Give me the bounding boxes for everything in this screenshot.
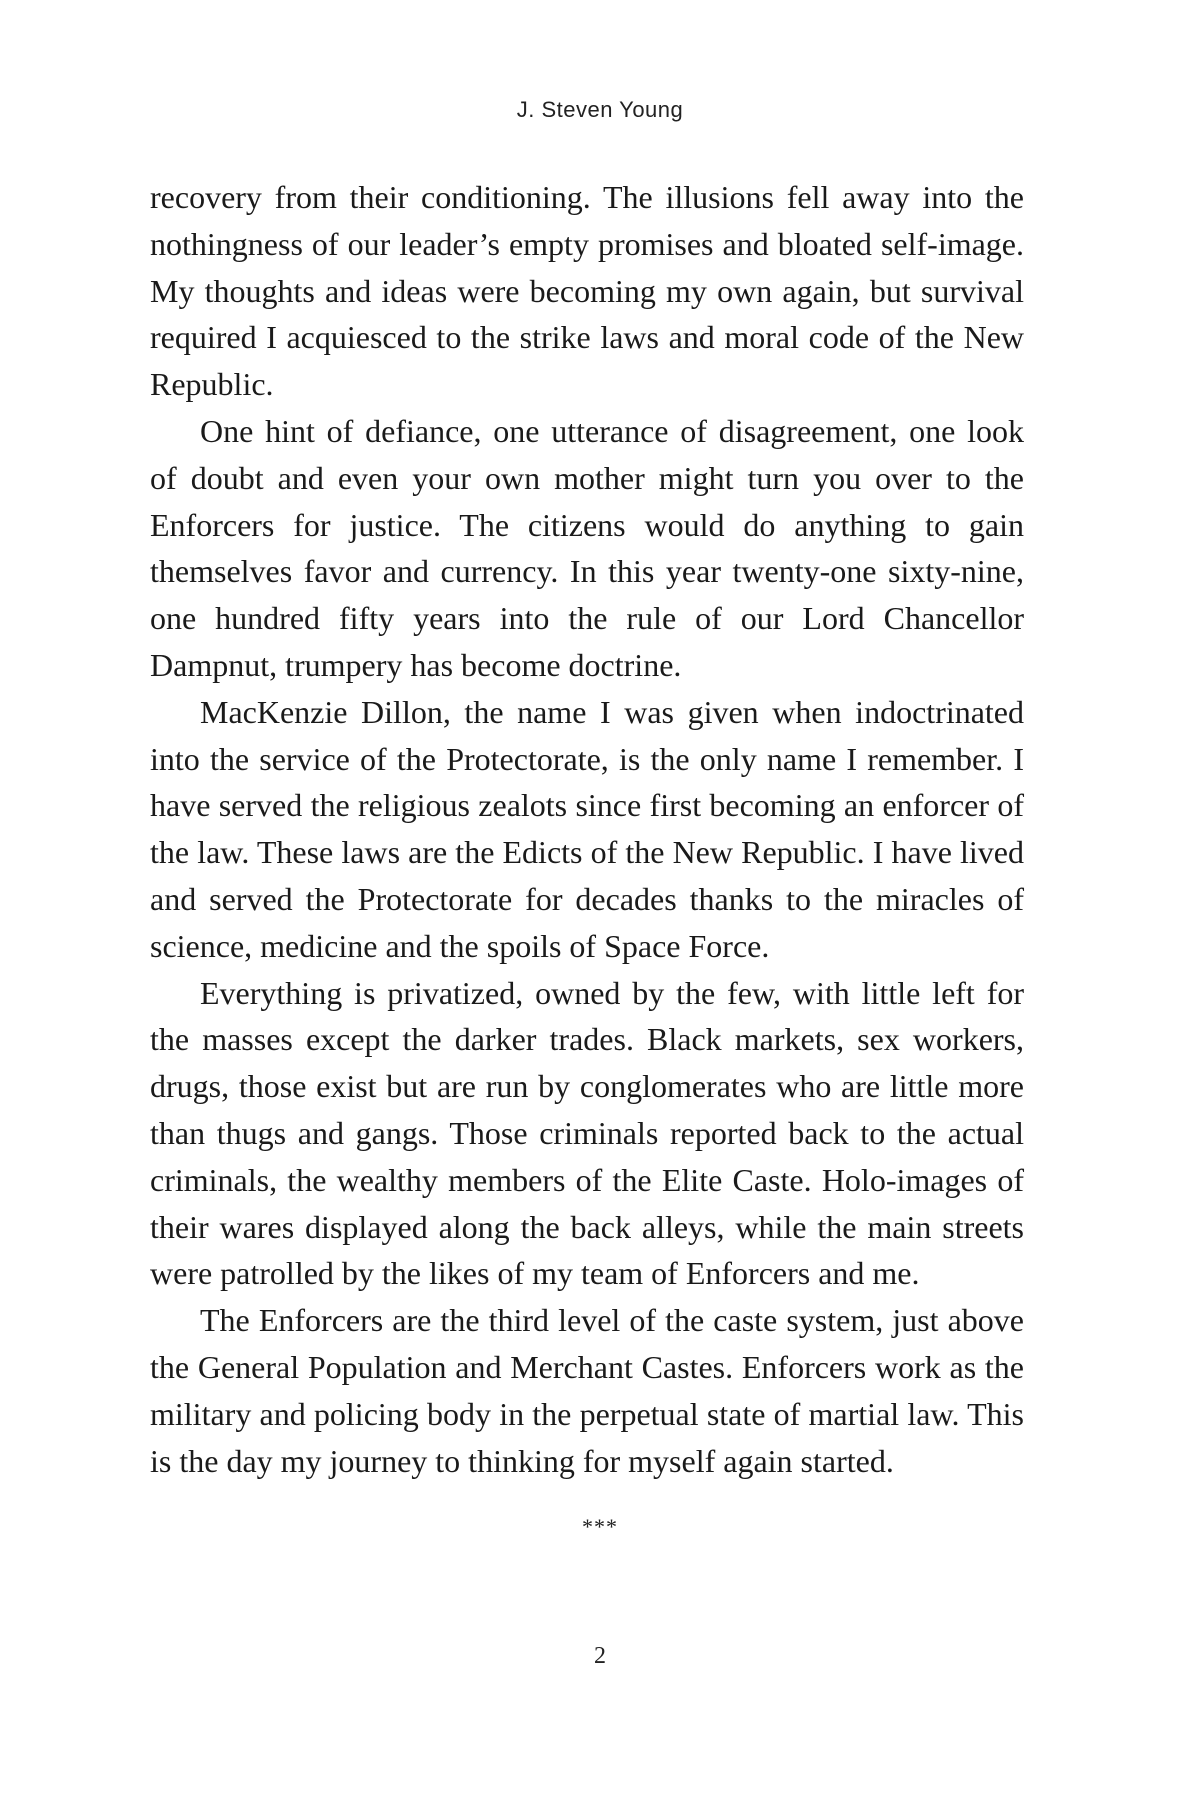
paragraph: The Enforcers are the third level of the caste system, just above the General Population and Merchant Castes. Enforcers work as the military and policing body in the perpetual state of martial law. This is the day my journey to thinking for myself again started. [150,1302,1024,1479]
paragraph: One hint of defiance, one utterance of disagreement, one look of doubt and even your own mother might turn you over to the Enforcers for justice. The citizens would do anything to gain themselves favor and currency. In this year twenty-one sixty-nine, one hundred fifty years into the rule of our Lord Chancellor Dampnut, trumpery has become doctrine. [150,412,1024,683]
paragraph: Everything is privatized, owned by the few, with little left for the masses except the darker trades. Black markets, sex workers, drugs, those exist but are run by conglomerates who are little more than thugs and gangs. Those criminals reported back to the actual criminals, the wealthy members of the Elite Caste. Holo-images of their wares displayed along the back alleys, while the main streets were patrolled by the likes of my team of Enforcers and me. [150,974,1024,1292]
paragraph: MacKenzie Dillon, the name I was given when indoctrinated into the service of the Protectorate, is the only name I remember. I have served the religious zealots since first becoming an enforcer of the law. These laws are the Edicts of the New Republic. I have lived and served the Protectorate for decades thanks to the miracles of science, medicine and the spoils of Space Force. [150,693,1024,964]
running-header-author: J. Steven Young [516,97,684,122]
scene-break: *** [582,1514,618,1539]
paragraph: recovery from their conditioning. The illusions fell away into the nothingness of our leader’s empty promises and bloated self-image. My thoughts and ideas were becoming my own again, but survival required I acquiesced to the strike laws and moral code of the New Republic. [150,179,1024,403]
page-number: 2 [594,1643,606,1669]
body-text [150,174,1024,1484]
